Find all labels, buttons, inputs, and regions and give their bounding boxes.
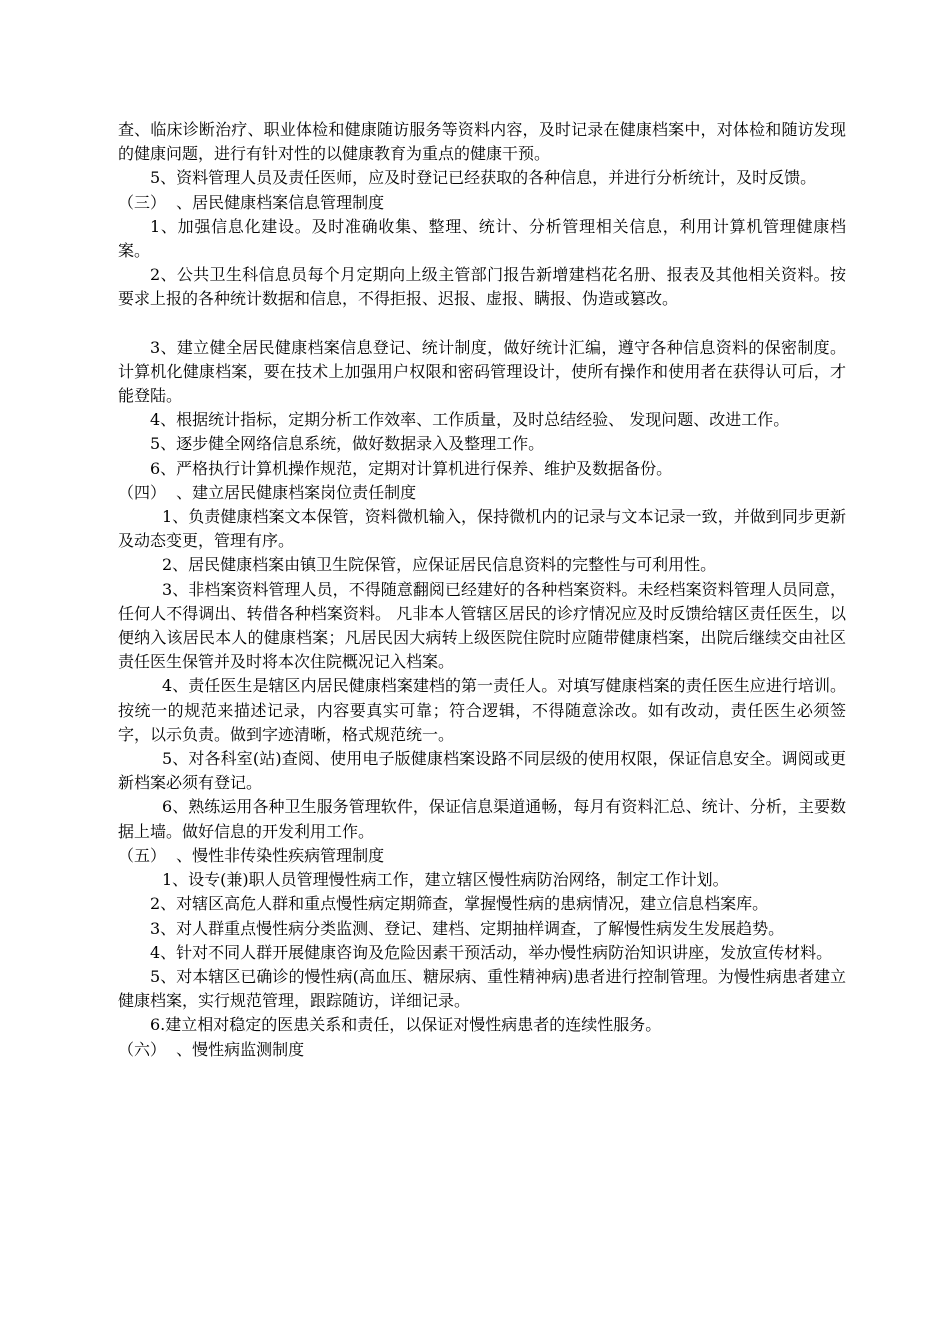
section-heading: （四） 、建立居民健康档案岗位责任制度 [118,482,417,502]
paragraph: 6.建立相对稳定的医患关系和责任，以保证对慢性病患者的连续性服务。 [150,1015,662,1035]
paragraph: 4、根据统计指标，定期分析工作效率、工作质量，及时总结经验、 发现问题、改进工作。 [150,410,790,430]
paragraph: 1、负责健康档案文本保管，资料微机输入，保持微机内的记录与文本记录一致，并做到同步更新及动态变更，管理有序。 [118,507,846,551]
paragraph: 5、逐步健全网络信息系统，做好数据录入及整理工作。 [150,434,545,454]
paragraph: 2、公共卫生科信息员每个月定期向上级主管部门报告新增建档花名册、报表及其他相关资料。按要求上报的各种统计数据和信息，不得拒报、迟报、虚报、瞒报、伪造或篡改。 [118,265,846,309]
paragraph: 6、严格执行计算机操作规范，定期对计算机进行保养、维护及数据备份。 [150,458,673,478]
paragraph: 4、责任医生是辖区内居民健康档案建档的第一责任人。对填写健康档案的责任医生应进行培训。按统一的规范来描述记录，内容要真实可靠；符合逻辑，不得随意涂改。如有改动，责任医生必须签字，以示负责。做到字迹清晰，格式规范统一。 [118,676,846,744]
paragraph: 1、加强信息化建设。及时准确收集、整理、统计、分析管理相关信息，利用计算机管理健康档案。 [118,216,846,261]
paragraph: 3、建立健全居民健康档案信息登记、统计制度，做好统计汇编，遵守各种信息资料的保密制度。计算机化健康档案，要在技术上加强用户权限和密码管理设计，使所有操作和使用者在获得认可后，才能登陆。 [118,337,846,406]
paragraph: 查、临床诊断治疗、职业体检和健康随访服务等资料内容，及时记录在健康档案中，对体检和随访发现的健康问题，进行有针对性的以健康教育为重点的健康干预。 [118,120,846,164]
section-heading: （五） 、慢性非传染性疾病管理制度 [118,845,385,865]
section-heading: （六） 、慢性病监测制度 [118,1039,305,1059]
blank-line [118,312,846,336]
paragraph: 5、资料管理人员及责任医师，应及时登记已经获取的各种信息，并进行分析统计，及时反馈。 [150,168,817,188]
paragraph: 5、对各科室(站)查阅、使用电子版健康档案设路不同层级的使用权限，保证信息安全。调阅或更新档案必须有登记。 [118,749,846,793]
paragraph: 3、对人群重点慢性病分类监测、登记、建档、定期抽样调查，了解慢性病发生发展趋势。 [150,918,785,938]
paragraph: 3、非档案资料管理人员，不得随意翻阅已经建好的各种档案资料。未经档案资料管理人员同意，任何人不得调出、转借各种档案资料。 凡非本人管辖区居民的诊疗情况应及时反馈给辖区责任医生，以便纳入该居民本人的健康档案；凡居民因大病转上级医院住院时应随带健康档案，出院后继续交由社区责任医生保管并及时将本次住院概况记入档案。 [118,579,846,672]
paragraph: 5、对本辖区已确诊的慢性病(高血压、糖尿病、重性精神病)患者进行控制管理。为慢性病患者建立健康档案，实行规范管理，跟踪随访，详细记录。 [118,966,846,1011]
paragraph: 1、设专(兼)职人员管理慢性病工作，建立辖区慢性病防治网络，制定工作计划。 [162,870,729,890]
section-heading: （三） 、居民健康档案信息管理制度 [118,192,385,212]
paragraph: 2、居民健康档案由镇卫生院保管，应保证居民信息资料的完整性与可利用性。 [162,555,717,575]
document-page [118,118,846,1062]
paragraph: 4、针对不同人群开展健康咨询及危险因素干预活动，举办慢性病防治知识讲座，发放宣传材料。 [150,942,833,962]
paragraph: 2、对辖区高危人群和重点慢性病定期筛查，掌握慢性病的患病情况，建立信息档案库。 [150,894,769,914]
paragraph: 6、熟练运用各种卫生服务管理软件，保证信息渠道通畅，每月有资料汇总、统计、分析，主要数据上墙。做好信息的开发利用工作。 [118,797,846,841]
